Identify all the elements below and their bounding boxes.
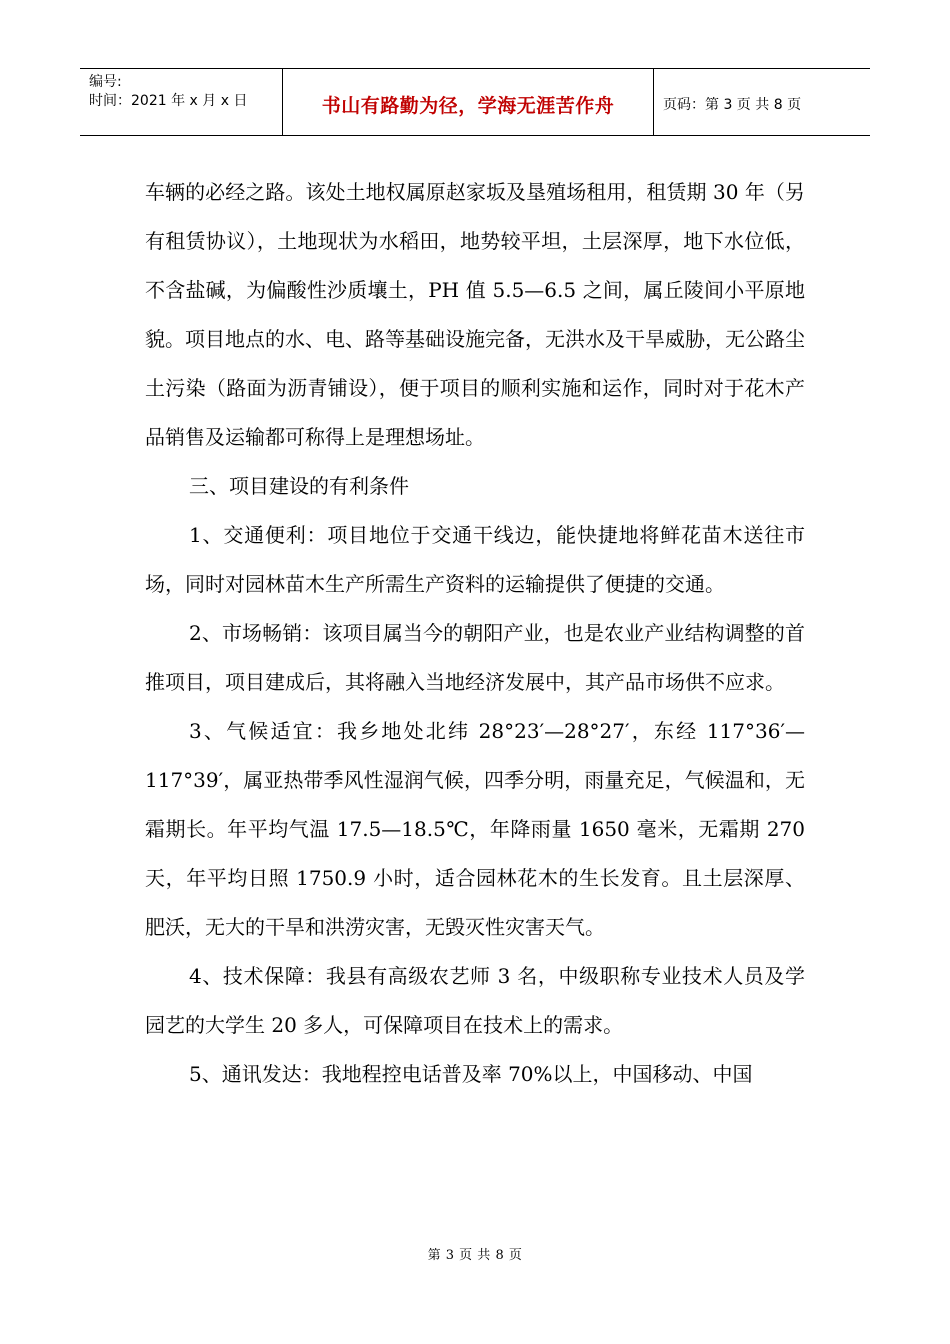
document-number-label: 编号: xyxy=(89,74,122,90)
body-paragraph: 5、通讯发达：我地程控电话普及率 70%以上，中国移动、中国 xyxy=(189,1062,753,1086)
body-paragraph: 4、技术保障：我县有高级农艺师 3 名，中级职称专业技术人员及学园艺的大学生 20 多人，可保障项目在技术上的需求。 xyxy=(145,964,805,1037)
body-paragraph: 2、市场畅销：该项目属当今的朝阳产业，也是农业产业结构调整的首推项目，项目建成后，其将融入当地经济发展中，其产品市场供不应求。 xyxy=(145,621,805,694)
document-header xyxy=(80,68,870,136)
section-heading: 三、项目建设的有利条件 xyxy=(189,474,409,498)
page-footer: 第 3 页 共 8 页 xyxy=(427,1248,523,1263)
document-body xyxy=(145,168,805,1099)
body-paragraph: 车辆的必经之路。该处土地权属原赵家坂及垦殖场租用，租赁期 30 年（另有租赁协议），土地现状为水稻田，地势较平坦，土层深厚，地下水位低，不含盐碱，为偏酸性沙质壤土，PH 值 5.5—6.5 之间，属丘陵间小平原地貌。项目地点的水、电、路等基础设施完备，无洪水及干旱威胁，无公路尘土污染（路面为沥青铺设），便于项目的顺利实施和运作，同时对于花木产品销售及运输都可称得上是理想场址。 xyxy=(145,180,805,449)
header-meta-cell xyxy=(80,69,283,135)
header-page-info: 页码：第 3 页 共 8 页 xyxy=(663,97,802,113)
body-paragraph: 1、交通便利：项目地位于交通干线边，能快捷地将鲜花苗木送往市场，同时对园林苗木生产所需生产资料的运输提供了便捷的交通。 xyxy=(145,523,805,596)
header-motto: 书山有路勤为径，学海无涯苦作舟 xyxy=(283,69,654,135)
document-date-label: 时间：2021 年 x 月 x 日 xyxy=(89,93,248,109)
body-paragraph: 3、气候适宜：我乡地处北纬 28°23′—28°27′，东经 117°36′—117°39′，属亚热带季风性湿润气候，四季分明，雨量充足，气候温和，无霜期长。年平均气温 17.5—18.5℃，年降雨量 1650 毫米，无霜期 270 天，年平均日照 1750.9 小时，适合园林花木的生长发育。且土层深厚、肥沃，无大的干旱和洪涝灾害，无毁灭性灾害天气。 xyxy=(145,719,805,939)
